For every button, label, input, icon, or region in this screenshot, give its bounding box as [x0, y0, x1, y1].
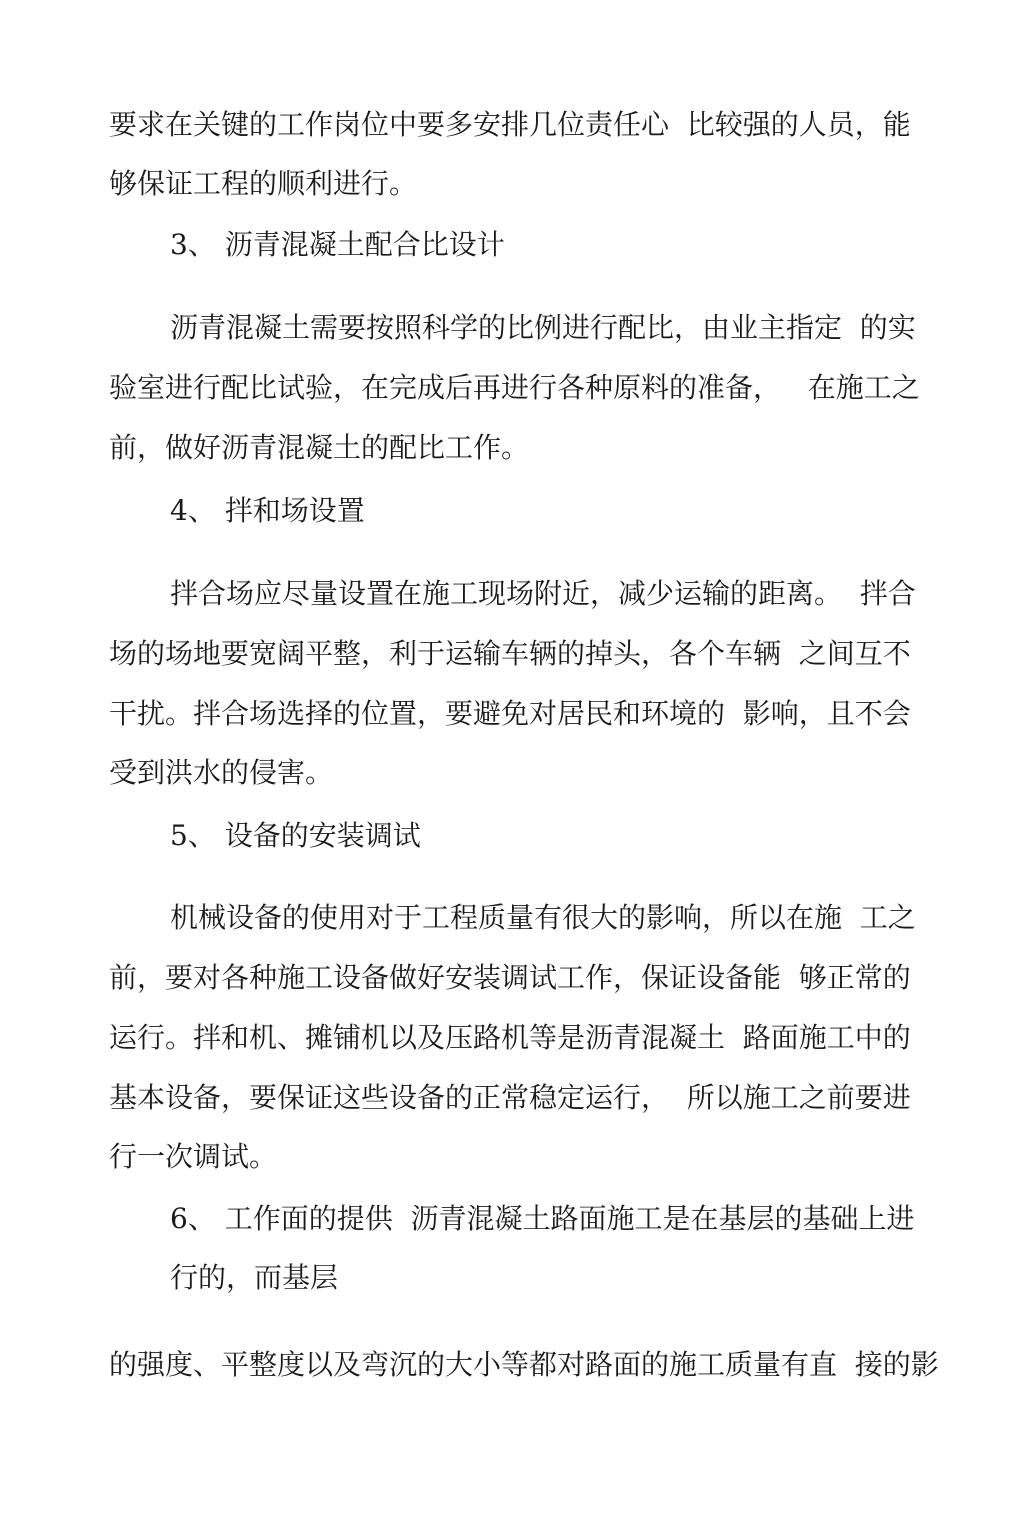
paragraph-line: 行的，而基层	[170, 1261, 339, 1294]
paragraph-line: 基本设备，要保证这些设备的正常稳定运行， 所以施工之前要进	[109, 1081, 911, 1114]
paragraph-line: 的强度、平整度以及弯沉的大小等都对路面的施工质量有直 接的影	[109, 1348, 939, 1381]
paragraph-line: 前，要对各种施工设备做好安装调试工作，保证设备能 够正常的	[109, 961, 911, 994]
paragraph-line: 行一次调试。	[109, 1140, 278, 1173]
paragraph-line: 拌合场应尽量设置在施工现场附近，减少运输的距离。 拌合	[170, 577, 916, 610]
paragraph-line: 够保证工程的顺利进行。	[109, 167, 418, 200]
paragraph-line: 前，做好沥青混凝土的配比工作。	[109, 431, 530, 464]
paragraph-line: 机械设备的使用对于工程质量有很大的影响，所以在施 工之	[170, 901, 916, 934]
paragraph-line: 场的场地要宽阔平整，利于运输车辆的掉头，各个车辆 之间互不	[109, 637, 911, 670]
paragraph-line: 运行。拌和机、摊铺机以及压路机等是沥青混凝土 路面施工中的	[109, 1021, 911, 1054]
paragraph-line: 要求在关键的工作岗位中要多安排几位责任心 比较强的人员，能	[109, 108, 911, 141]
section-heading: 5、 设备的安装调试	[170, 819, 421, 852]
paragraph-line: 沥青混凝土需要按照科学的比例进行配比，由业主指定 的实	[170, 311, 916, 344]
section-heading: 4、 拌和场设置	[170, 494, 365, 527]
paragraph-line: 受到洪水的侵害。	[109, 756, 334, 789]
section-heading: 6、 工作面的提供 沥青混凝土路面施工是在基层的基础上进	[170, 1202, 915, 1235]
paragraph-line: 验室进行配比试验，在完成后再进行各种原料的准备， 在施工之	[109, 371, 920, 404]
paragraph-line: 干扰。拌合场选择的位置，要避免对居民和环境的 影响，且不会	[109, 697, 911, 730]
section-heading: 3、 沥青混凝土配合比设计	[170, 228, 505, 261]
